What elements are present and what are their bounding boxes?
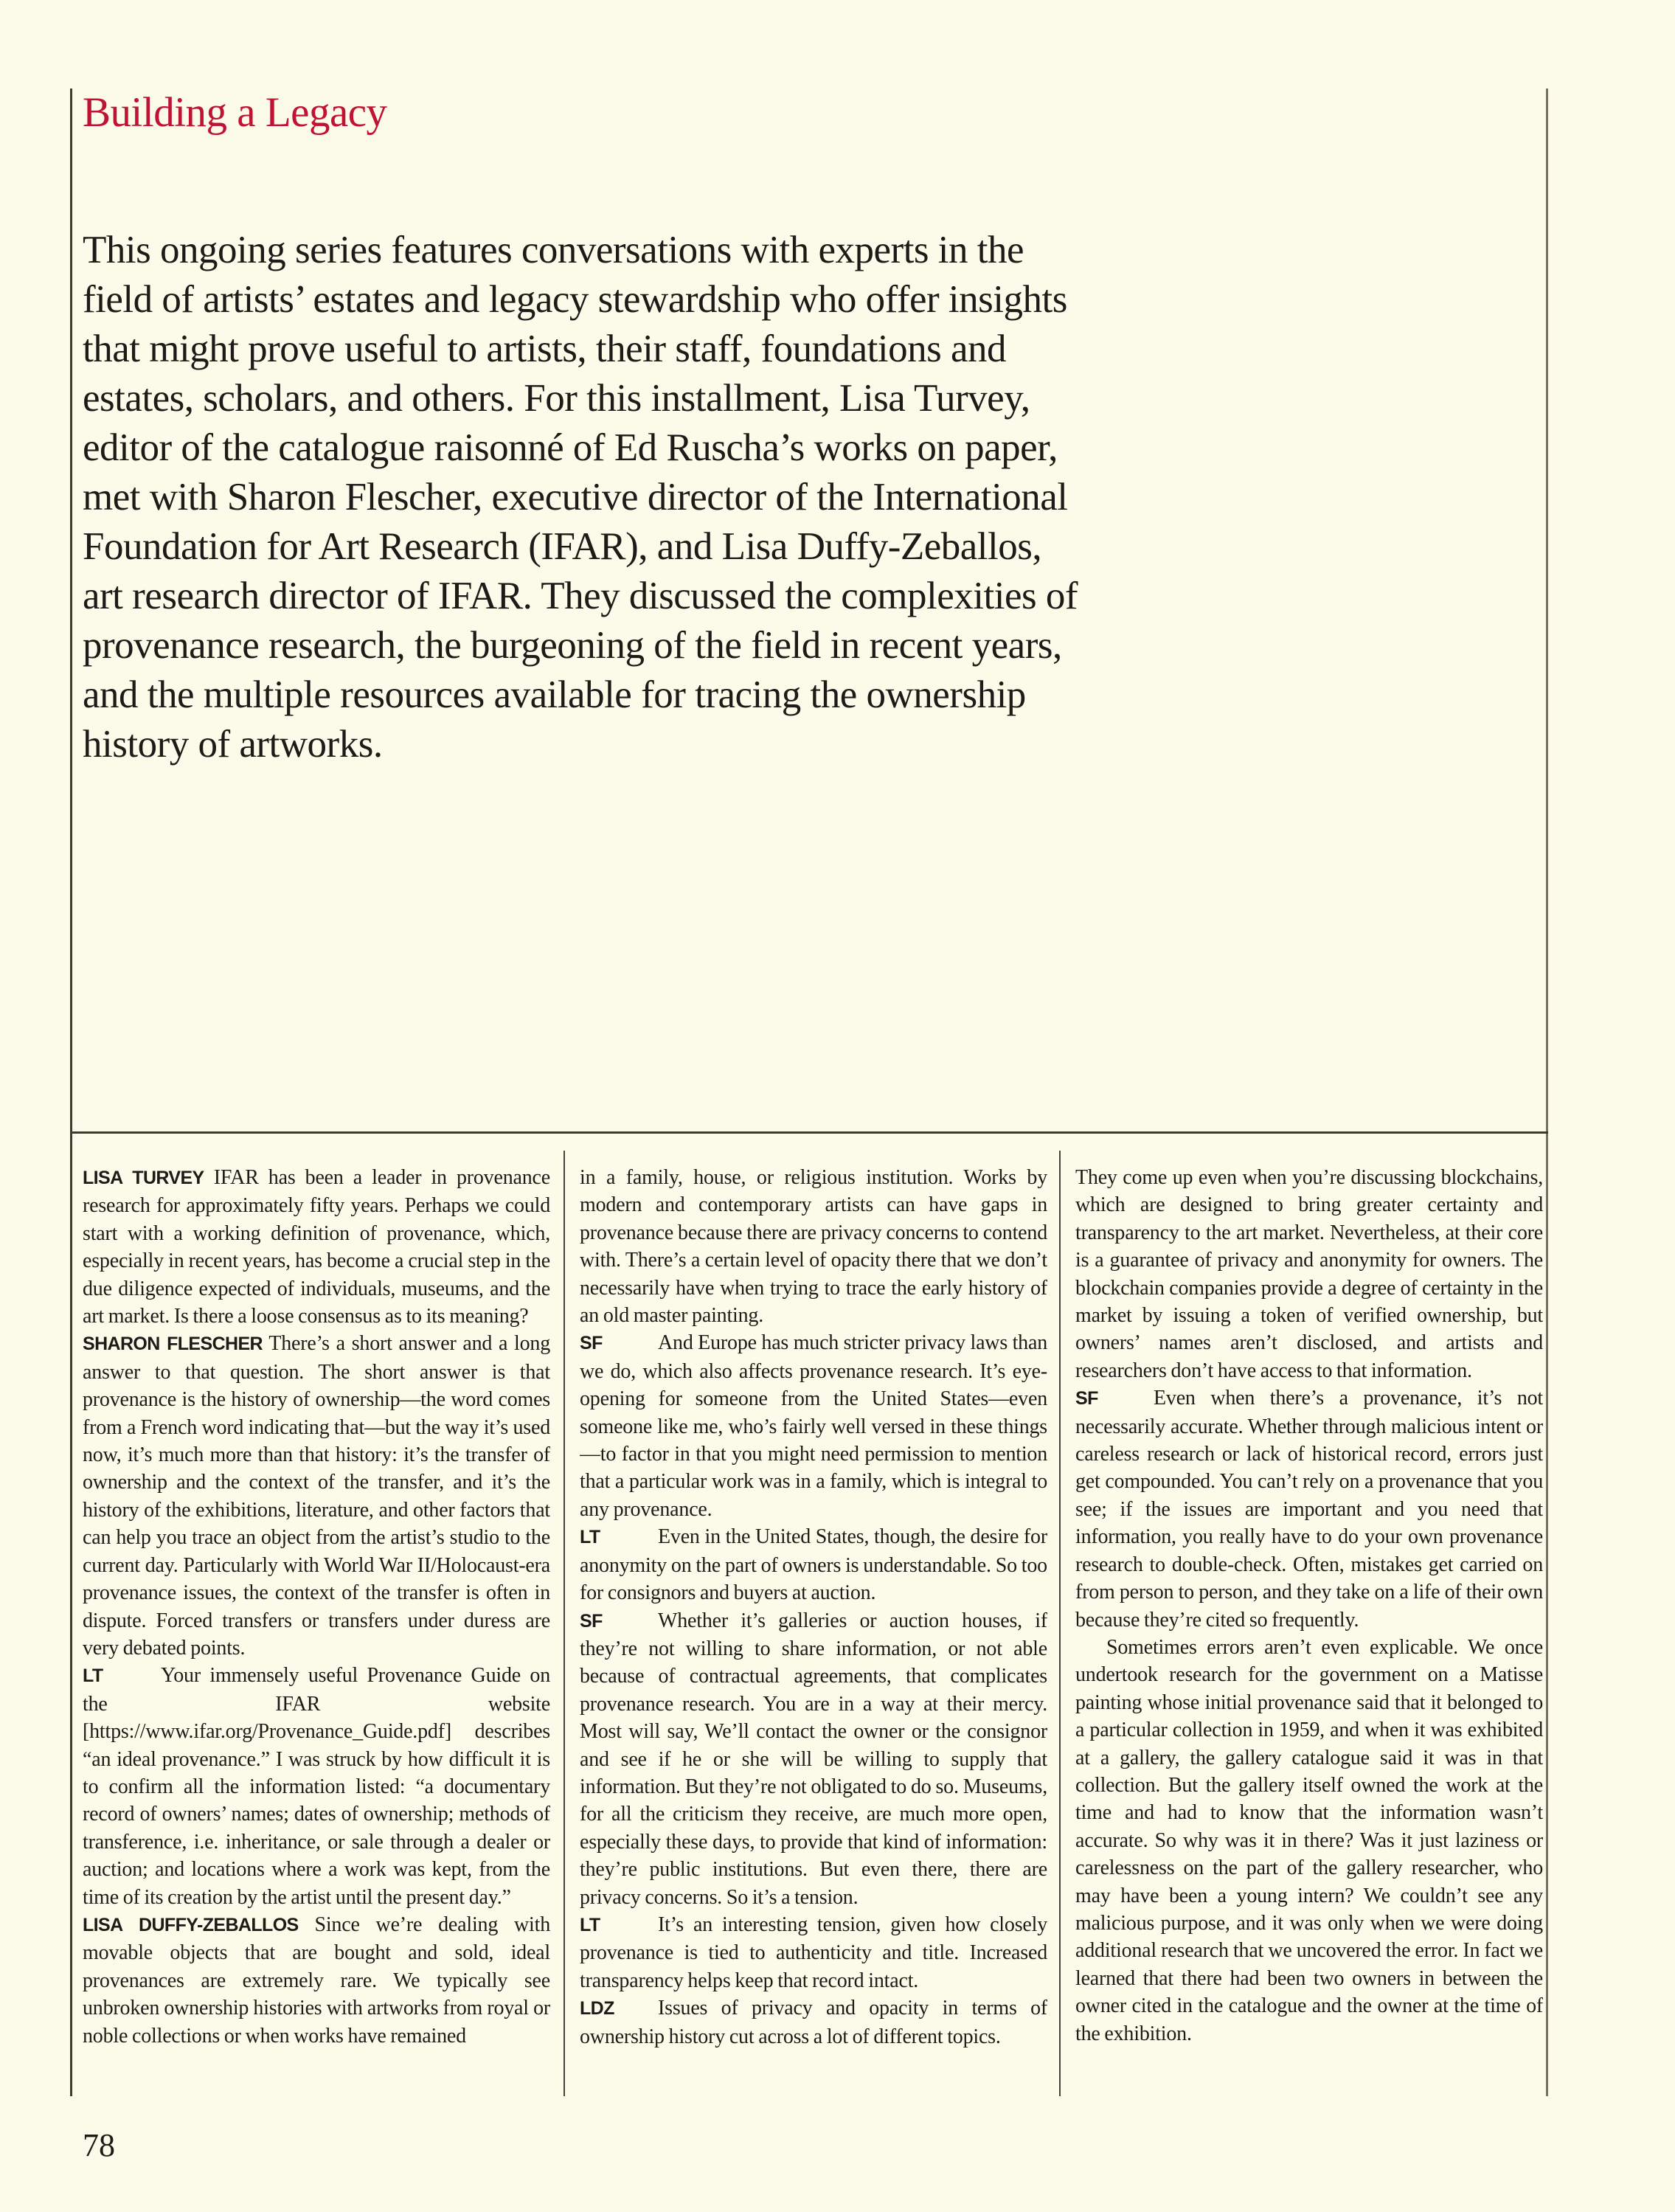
- speaker-label: SF: [1075, 1388, 1098, 1410]
- intro-line: provenance research, the burgeoning of the field in recent years,: [83, 624, 1062, 667]
- speaker-label: LT: [580, 1914, 600, 1935]
- intro-line: art research director of IFAR. They discussed the complexities of: [83, 575, 1078, 617]
- speaker-paragraph: [580, 1911, 1047, 1994]
- intro-line: This ongoing series features conversations with experts in the: [83, 229, 1024, 271]
- speaker-paragraph: [83, 1164, 550, 1330]
- speaker-paragraph: [580, 1994, 1047, 2050]
- speaker-label: LISA DUFFY-ZEBALLOS: [83, 1914, 299, 1935]
- text-column-2: [580, 1164, 1047, 2132]
- speaker-paragraph: [83, 1330, 550, 1662]
- intro-line: history of artworks.: [83, 723, 383, 766]
- right-border-rule: [1546, 89, 1548, 2096]
- speaker-label: SF: [580, 1333, 603, 1354]
- speaker-label: SF: [580, 1610, 603, 1632]
- intro-line: and the multiple resources available for tracing the ownership: [83, 673, 1026, 716]
- paragraph-text: Whether it’s galleries or auction houses, if they’re not willing to share information, or not able because of contractual agreements, that complicates provenance research. You are in a way at their mercy. Most will say, We’ll contact the owner or the consignor and see if he or she will be willing to supply that information. But they’re not obligated to do so. Museums, for all the criticism they receive, are much more open, especially these days, to provide that kind of information: they’re public institutions. But even there, there are privacy concerns. So it’s a tension.: [580, 1609, 1047, 1909]
- intro-line: field of artists’ estates and legacy stewardship who offer insights: [83, 278, 1067, 321]
- paragraph-text: Issues of privacy and opacity in terms of ownership history cut across a lot of different topics.: [580, 1997, 1047, 2048]
- paragraph-text: Since we’re dealing with movable objects that are bought and sold, ideal provenances are extremely rare. We typically see unbroken ownership histories with artworks from royal or noble collections or when works have remained: [83, 1913, 550, 2048]
- paragraph-text: And Europe has much stricter privacy laws than we do, which also affects provenance research. It’s eye-opening for someone from the United States—even someone like me, who’s fairly well versed in these things—to factor in that you might need permission to mention that a particular work was in a family, which is integral to any provenance.: [580, 1331, 1047, 1521]
- speaker-paragraph: [1075, 1384, 1543, 1634]
- speaker-paragraph: [83, 1662, 550, 1911]
- continuation-paragraph: in a family, house, or religious institution. Works by modern and contemporary artists can have gaps in provenance because there are privacy concerns to contend with. There’s a certain level of opacity there that we don’t necessarily have when trying to trace the early history of an old master painting.: [580, 1166, 1047, 1328]
- speaker-paragraph: [83, 1911, 550, 2050]
- speaker-paragraph: [580, 1607, 1047, 1911]
- paragraph-text: Even when there’s a provenance, it’s not necessarily accurate. Whether through malicious intent or careless research or lack of historical record, errors just get compounded. You can’t rely on a provenance that you see; if the issues are important and you need that information, you really have to do your own provenance research to double-check. Often, mistakes get carried on from person to person, and they take on a life of their own because they’re cited so frequently.: [1075, 1387, 1543, 1632]
- speaker-paragraph: [580, 1523, 1047, 1606]
- column-divider-1: [563, 1151, 565, 2096]
- intro-line: estates, scholars, and others. For this installment, Lisa Turvey,: [83, 377, 1030, 420]
- speaker-label: LT: [83, 1665, 103, 1687]
- text-column-1: [83, 1164, 550, 2132]
- body-paragraph: Sometimes errors aren’t even explicable. We once undertook research for the government on a Matisse painting whose initial provenance said that it belonged to a particular collection in 1959, and when it was exhibited at a gallery, the gallery catalogue said it was in that collection. But the gallery itself owned the work at the time and had to know that the information wasn’t accurate. So why was it in there? Was it just laziness or carelessness on the part of the gallery researcher, who may have been a young intern? We couldn’t see any malicious purpose, and it was only when we were doing additional research that we uncovered the error. In fact we learned that there had been two owners in between the owner cited in the catalogue and the owner at the time of the exhibition.: [1075, 1635, 1543, 2045]
- paragraph-text: Your immensely useful Provenance Guide on the IFAR website [https://www.ifar.org/Provenance_Guide.pdf] describes “an ideal provenance.” I was struck by how difficult it is to confirm all the information listed: “a documentary record of owners’ names; dates of ownership; methods of transference, i.e. inheritance, or sale through a dealer or auction; and locations where a work was kept, from the time of its creation by the artist until the present day.”: [83, 1664, 550, 1909]
- horizontal-rule: [70, 1131, 1548, 1134]
- intro-line: Foundation for Art Research (IFAR), and Lisa Duffy-Zeballos,: [83, 525, 1042, 568]
- speaker-label: LT: [580, 1527, 600, 1548]
- speaker-label: SHARON FLESCHER: [83, 1334, 263, 1355]
- continuation-paragraph: They come up even when you’re discussing blockchains, which are designed to bring greater certainty and transparency to the art market. Nevertheless, at their core is a guarantee of privacy and anonymity for owners. The blockchain companies provide a degree of certainty in the market by issuing a token of verified ownership, but owners’ names aren’t disclosed, and artists and researchers don’t have access to that information.: [1075, 1166, 1543, 1382]
- left-border-rule: [70, 89, 72, 2096]
- paragraph-text: It’s an interesting tension, given how closely provenance is tied to authenticity and title. Increased transparency helps keep that record intact.: [580, 1913, 1047, 1992]
- intro-line: met with Sharon Flescher, executive director of the International: [83, 476, 1068, 519]
- speaker-label: LISA TURVEY: [83, 1168, 204, 1188]
- intro-line: that might prove useful to artists, their staff, foundations and: [83, 327, 1007, 370]
- intro-paragraph: [83, 226, 1078, 769]
- paragraph-text: IFAR has been a leader in provenance research for approximately fifty years. Perhaps we could start with a working definition of provenance, which, especially in recent years, has become a crucial step in the due diligence expected of individuals, museums, and the art market. Is there a loose consensus as to its meaning?: [83, 1166, 550, 1328]
- speaker-paragraph: [580, 1329, 1047, 1523]
- paragraph-text: Even in the United States, though, the desire for anonymity on the part of owners is understandable. So too for consignors and buyers at auction.: [580, 1525, 1047, 1605]
- column-divider-2: [1059, 1151, 1061, 2096]
- speaker-label: LDZ: [580, 1998, 614, 2019]
- paragraph-text: There’s a short answer and a long answer to that question. The short answer is that provenance is the history of ownership—the word comes from a French word indicating that—but the way it’s used now, it’s much more than that history: it’s the transfer of ownership and the context of the transfer, and it’s the history of the exhibitions, literature, and other factors that can help you trace an object from the artist’s studio to the current day. Particularly with World War II/Holocaust-era provenance issues, the context of the transfer is often in dispute. Forced transfers or transfers under duress are very debated points.: [83, 1332, 550, 1660]
- intro-line: editor of the catalogue raisonné of Ed Ruscha’s works on paper,: [83, 426, 1058, 469]
- text-column-3: [1075, 1164, 1543, 2132]
- series-title: Building a Legacy: [83, 89, 387, 136]
- page-number: 78: [83, 2127, 115, 2163]
